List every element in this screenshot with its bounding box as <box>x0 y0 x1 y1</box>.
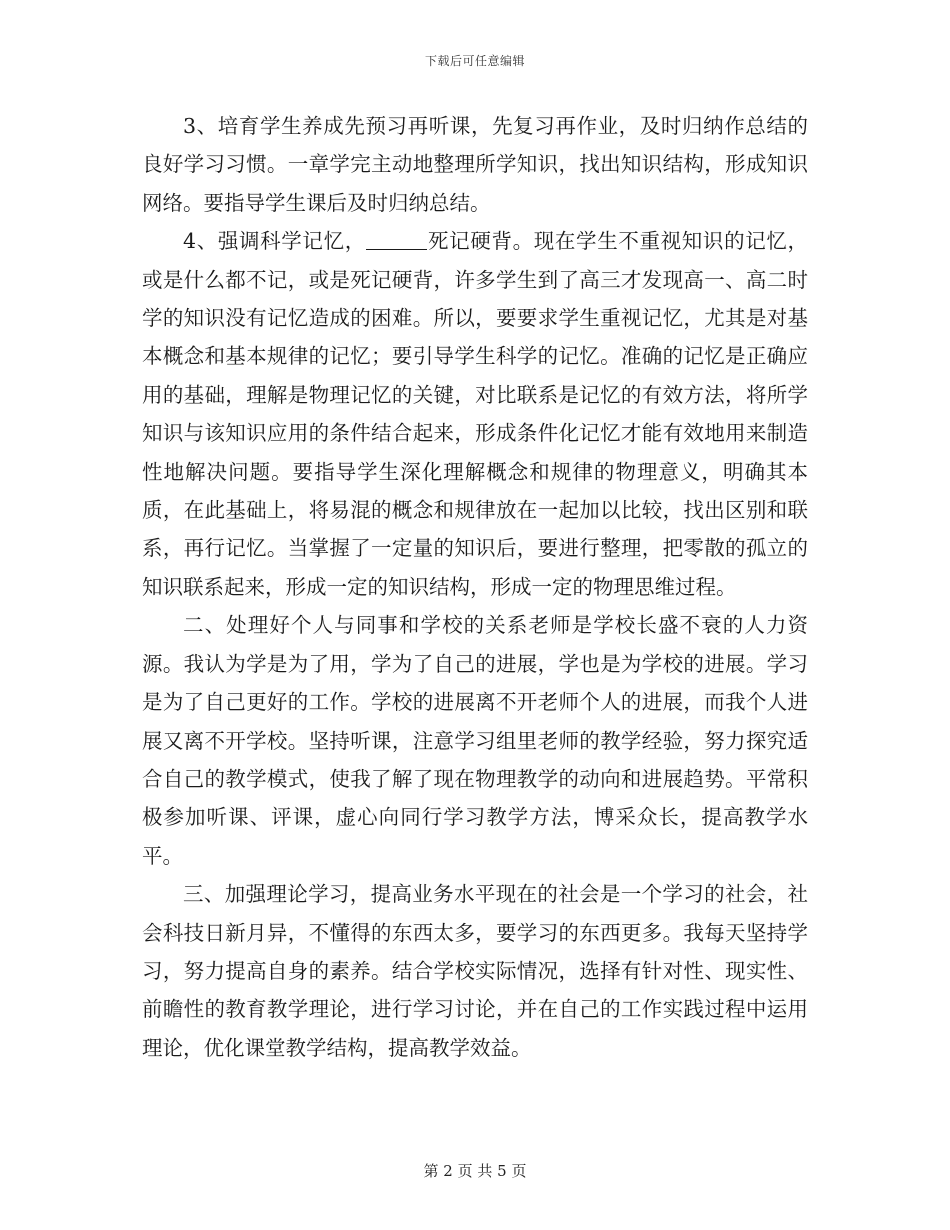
document-body <box>142 107 808 1067</box>
paragraph-scientific-memory <box>142 222 808 606</box>
fill-in-blank <box>366 229 428 251</box>
paragraph-memory-rest: 死记硬背。现在学生不重视知识的记忆，或是什么都不记，或是死记硬背，许多学生到了高三才发现高一、高二时学的知识没有记忆造成的困难。所以，要要求学生重视记忆，尤其是对基本概念和基本规律的记忆；要引导学生科学的记忆。准确的记忆是正确应用的基础，理解是物理记忆的关键，对比联系是记忆的有效方法，将所学知识与该知识应用的条件结合起来，形成条件化记忆才能有效地用来制造性地解决问题。要指导学生深化理解概念和规律的物理意义，明确其本质，在此基础上，将易混的概念和规律放在一起加以比较，找出区别和联系，再行记忆。当掌握了一定量的知识后，要进行整理，把零散的孤立的知识联系起来，形成一定的知识结构，形成一定的物理思维过程。 <box>142 229 809 599</box>
page-header: 下载后可任意编辑 <box>424 54 525 68</box>
page-footer: 第 2 页 共 5 页 <box>423 1162 527 1180</box>
paragraph-memory-lead: 4、强调科学记忆， <box>183 229 366 254</box>
paragraph-theory-study: 三、加强理论学习，提高业务水平现在的社会是一个学习的社会，社会科技日新月异，不懂得的东西太多，要学习的东西更多。我每天坚持学习，努力提高自身的素养。结合学校实际情况，选择有针对性、现实性、前瞻性的教育教学理论，进行学习讨论，并在自己的工作实践过程中运用理论，优化课堂教学结构，提高教学效益。 <box>142 882 808 1060</box>
paragraph-study-habits: 3、培育学生养成先预习再听课，先复习再作业，及时归纳作总结的良好学习习惯。一章学完主动地整理所学知识，找出知识结构，形成知识网络。要指导学生课后及时归纳总结。 <box>142 114 808 215</box>
paragraph-relationships: 二、处理好个人与同事和学校的关系老师是学校长盛不衰的人力资源。我认为学是为了用，学为了自己的进展，学也是为学校的进展。学习是为了自己更好的工作。学校的进展离不开老师个人的进展，而我个人进展又离不开学校。坚持听课，注意学习组里老师的教学经验，努力探究适合自己的教学模式，使我了解了现在物理教学的动向和进展趋势。平常积极参加听课、评课，虚心向同行学习教学方法，博采众长，提高教学水平。 <box>142 613 808 868</box>
